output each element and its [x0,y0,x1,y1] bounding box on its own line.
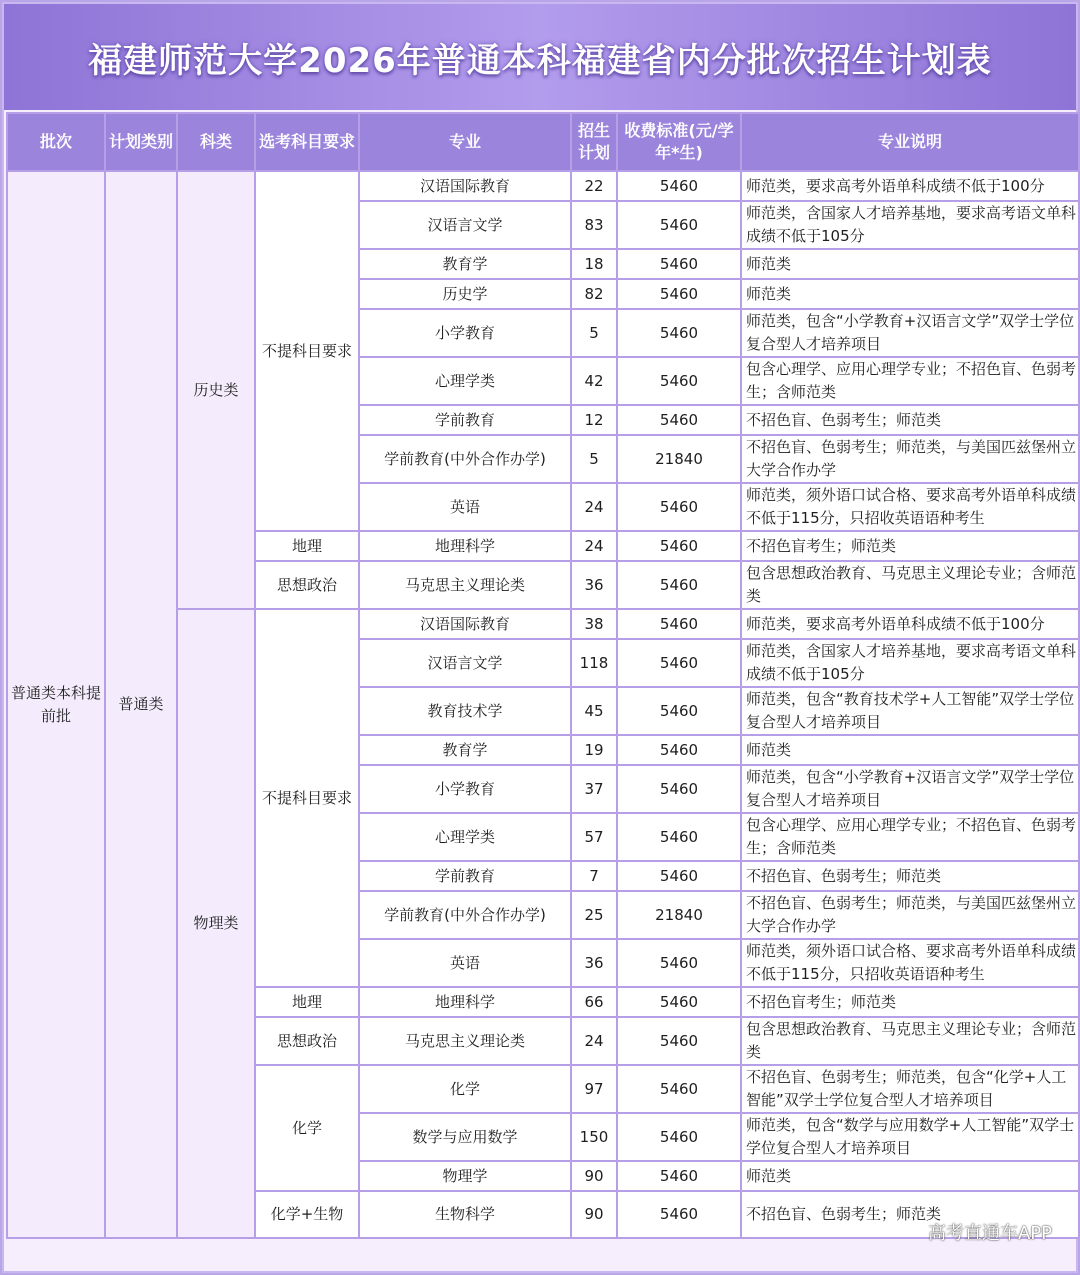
quota-cell: 90 [571,1161,617,1191]
quota-cell: 19 [571,735,617,765]
note-cell: 不招色盲考生；师范类 [741,531,1079,561]
major-cell: 教育学 [359,249,571,279]
major-cell: 心理学类 [359,813,571,861]
fee-cell: 5460 [617,531,741,561]
fee-cell: 5460 [617,405,741,435]
quota-cell: 42 [571,357,617,405]
header-row [7,113,1079,171]
quota-cell: 83 [571,201,617,249]
note-cell: 包含心理学、应用心理学专业；不招色盲、色弱考生；含师范类 [741,813,1079,861]
fee-cell: 5460 [617,483,741,531]
note-cell: 师范类，须外语口试合格、要求高考外语单科成绩不低于115分，只招收英语语种考生 [741,939,1079,987]
note-cell: 师范类，包含“数学与应用数学+人工智能”双学士学位复合型人才培养项目 [741,1113,1079,1161]
fee-cell: 5460 [617,1017,741,1065]
note-cell: 包含心理学、应用心理学专业；不招色盲、色弱考生；含师范类 [741,357,1079,405]
quota-cell: 90 [571,1191,617,1238]
note-cell: 不招色盲、色弱考生；师范类 [741,1191,1079,1238]
note-cell: 不招色盲、色弱考生；师范类 [741,405,1079,435]
note-cell: 师范类，包含“教育技术学+人工智能”双学士学位复合型人才培养项目 [741,687,1079,735]
major-cell: 地理科学 [359,531,571,561]
fee-cell: 5460 [617,309,741,357]
subject-requirement-cell: 不提科目要求 [255,609,359,987]
quota-cell: 22 [571,171,617,201]
quota-cell: 36 [571,561,617,609]
fee-cell: 5460 [617,687,741,735]
major-cell: 汉语言文学 [359,639,571,687]
fee-cell: 21840 [617,891,741,939]
quota-cell: 118 [571,639,617,687]
fee-cell: 5460 [617,1191,741,1238]
quota-cell: 38 [571,609,617,639]
category-history-cell: 历史类 [177,171,255,609]
major-cell: 化学 [359,1065,571,1113]
fee-cell: 5460 [617,639,741,687]
major-cell: 学前教育 [359,861,571,891]
major-cell: 教育技术学 [359,687,571,735]
note-cell: 师范类，含国家人才培养基地，要求高考语文单科成绩不低于105分 [741,639,1079,687]
fee-cell: 5460 [617,171,741,201]
quota-cell: 24 [571,1017,617,1065]
fee-cell: 5460 [617,249,741,279]
plan-type-cell: 普通类 [105,171,177,1238]
major-cell: 学前教育 [359,405,571,435]
major-cell: 学前教育(中外合作办学) [359,435,571,483]
major-cell: 马克思主义理论类 [359,1017,571,1065]
header-subjects: 选考科目要求 [255,113,359,171]
subject-requirement-cell: 思想政治 [255,561,359,609]
fee-cell: 5460 [617,813,741,861]
fee-cell: 5460 [617,609,741,639]
major-cell: 学前教育(中外合作办学) [359,891,571,939]
fee-cell: 5460 [617,939,741,987]
quota-cell: 24 [571,531,617,561]
quota-cell: 18 [571,249,617,279]
note-cell: 师范类 [741,735,1079,765]
note-cell: 师范类，包含“小学教育+汉语言文学”双学士学位复合型人才培养项目 [741,309,1079,357]
note-cell: 师范类，须外语口试合格、要求高考外语单科成绩不低于115分，只招收英语语种考生 [741,483,1079,531]
enrollment-plan-table [6,112,1080,1239]
header-category: 科类 [177,113,255,171]
major-cell: 汉语国际教育 [359,609,571,639]
quota-cell: 97 [571,1065,617,1113]
major-cell: 马克思主义理论类 [359,561,571,609]
fee-cell: 5460 [617,1113,741,1161]
fee-cell: 5460 [617,987,741,1017]
quota-cell: 24 [571,483,617,531]
major-cell: 英语 [359,483,571,531]
subject-requirement-cell: 地理 [255,531,359,561]
fee-cell: 5460 [617,765,741,813]
subject-requirement-cell: 思想政治 [255,1017,359,1065]
page-title: 福建师范大学2026年普通本科福建省内分批次招生计划表 [88,40,992,81]
watermark: 高考直通车APP [927,1223,1052,1244]
note-cell: 师范类 [741,1161,1079,1191]
note-cell: 包含思想政治教育、马克思主义理论专业；含师范类 [741,561,1079,609]
subject-requirement-cell: 化学+生物 [255,1191,359,1238]
note-cell: 包含思想政治教育、马克思主义理论专业；含师范类 [741,1017,1079,1065]
batch-cell: 普通类本科提前批 [7,171,105,1238]
quota-cell: 150 [571,1113,617,1161]
table-row [7,171,1079,201]
title-banner [4,4,1076,110]
note-cell: 师范类 [741,249,1079,279]
fee-cell: 5460 [617,735,741,765]
note-cell: 不招色盲考生；师范类 [741,987,1079,1017]
major-cell: 汉语国际教育 [359,171,571,201]
major-cell: 小学教育 [359,309,571,357]
quota-cell: 57 [571,813,617,861]
note-cell: 师范类，包含“小学教育+汉语言文学”双学士学位复合型人才培养项目 [741,765,1079,813]
note-cell: 师范类，含国家人才培养基地，要求高考语文单科成绩不低于105分 [741,201,1079,249]
quota-cell: 5 [571,435,617,483]
fee-cell: 5460 [617,561,741,609]
note-cell: 不招色盲、色弱考生；师范类，与美国匹兹堡州立大学合作办学 [741,435,1079,483]
header-note: 专业说明 [741,113,1079,171]
fee-cell: 5460 [617,861,741,891]
major-cell: 历史学 [359,279,571,309]
major-cell: 心理学类 [359,357,571,405]
note-cell: 师范类 [741,279,1079,309]
header-quota: 招生计划 [571,113,617,171]
quota-cell: 5 [571,309,617,357]
major-cell: 生物科学 [359,1191,571,1238]
fee-cell: 5460 [617,201,741,249]
major-cell: 英语 [359,939,571,987]
major-cell: 教育学 [359,735,571,765]
fee-cell: 5460 [617,279,741,309]
note-cell: 师范类，要求高考外语单科成绩不低于100分 [741,609,1079,639]
page-frame [2,2,1078,1273]
note-cell: 不招色盲、色弱考生；师范类，与美国匹兹堡州立大学合作办学 [741,891,1079,939]
note-cell: 师范类，要求高考外语单科成绩不低于100分 [741,171,1079,201]
quota-cell: 7 [571,861,617,891]
fee-cell: 5460 [617,1161,741,1191]
quota-cell: 12 [571,405,617,435]
major-cell: 物理学 [359,1161,571,1191]
fee-cell: 5460 [617,1065,741,1113]
subject-requirement-cell: 不提科目要求 [255,171,359,531]
major-cell: 数学与应用数学 [359,1113,571,1161]
major-cell: 汉语言文学 [359,201,571,249]
subject-requirement-cell: 地理 [255,987,359,1017]
quota-cell: 66 [571,987,617,1017]
header-plan-type: 计划类别 [105,113,177,171]
fee-cell: 5460 [617,357,741,405]
subject-requirement-cell: 化学 [255,1065,359,1191]
note-cell: 不招色盲、色弱考生；师范类，包含“化学+人工智能”双学士学位复合型人才培养项目 [741,1065,1079,1113]
header-major: 专业 [359,113,571,171]
quota-cell: 36 [571,939,617,987]
major-cell: 小学教育 [359,765,571,813]
header-fee: 收费标准(元/学年*生) [617,113,741,171]
header-batch: 批次 [7,113,105,171]
fee-cell: 21840 [617,435,741,483]
category-physics-cell: 物理类 [177,609,255,1238]
major-cell: 地理科学 [359,987,571,1017]
quota-cell: 82 [571,279,617,309]
quota-cell: 45 [571,687,617,735]
note-cell: 不招色盲、色弱考生；师范类 [741,861,1079,891]
quota-cell: 25 [571,891,617,939]
quota-cell: 37 [571,765,617,813]
